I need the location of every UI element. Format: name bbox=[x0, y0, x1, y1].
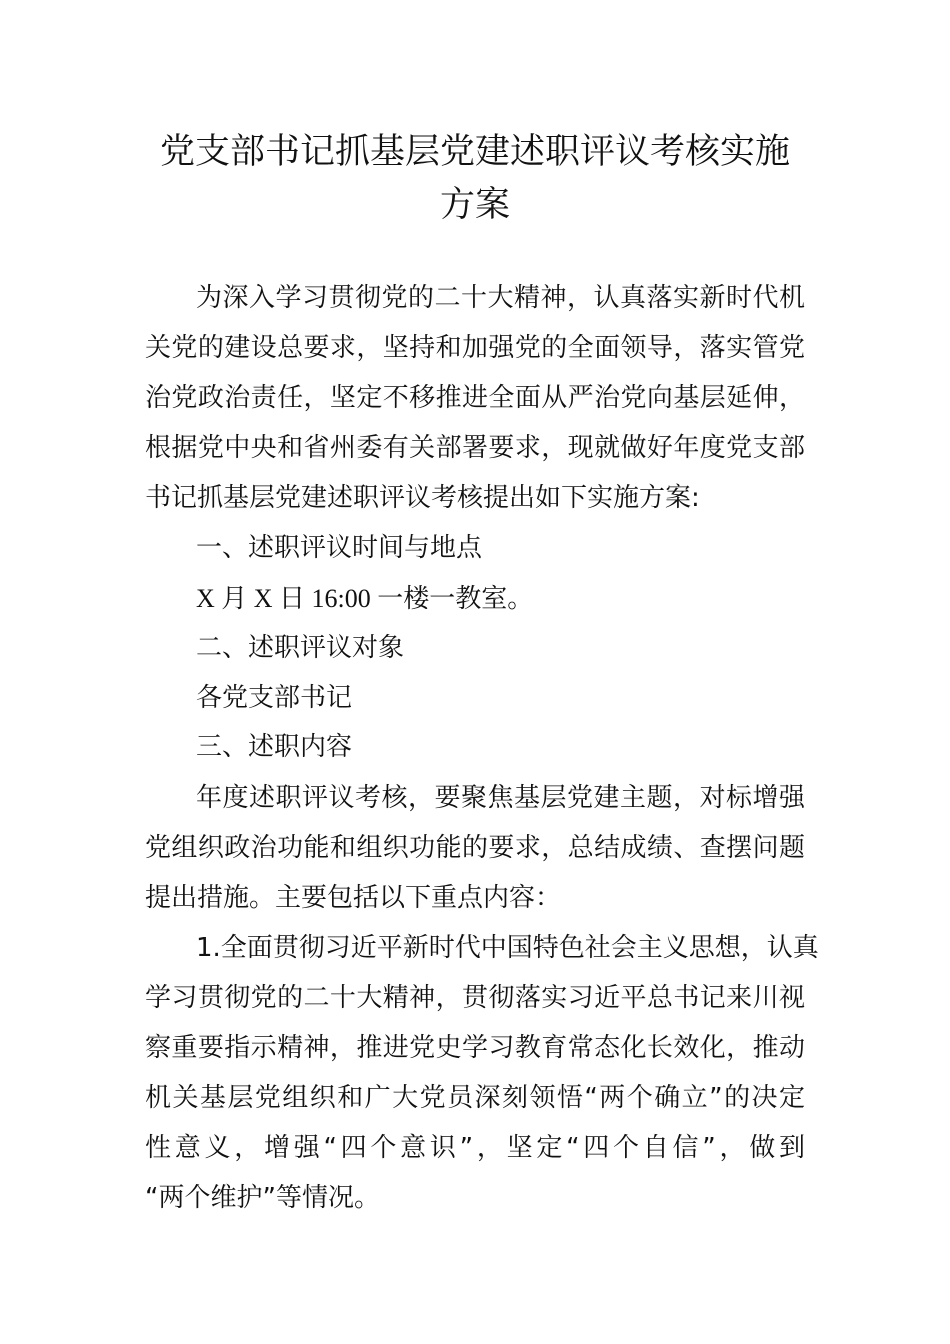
item-1-line-3: 察重要指示精神，推进党史学习教育常态化长效化，推动 bbox=[145, 1033, 805, 1063]
time-place-text: X 月 X 日 16:00 一楼一教室。 bbox=[196, 584, 534, 613]
paragraph-intro-line-3: 治党政治责任，坚定不移推进全面从严治党向基层延伸， bbox=[145, 383, 805, 413]
document-title-line-2: 方案 bbox=[439, 185, 510, 225]
item-1-line-1: 1.全面贯彻习近平新时代中国特色社会主义思想，认真 bbox=[196, 933, 819, 963]
item-1-line-2: 学习贯彻党的二十大精神，贯彻落实习近平总书记来川视 bbox=[145, 983, 805, 1013]
section-heading-content: 三、述职内容 bbox=[196, 732, 353, 762]
document-title-line-1: 党支部书记抓基层党建述职评议考核实施 bbox=[159, 132, 790, 172]
item-1-line-5: 性意义，增强“四个意识”，坚定“四个自信”，做到 bbox=[145, 1133, 805, 1163]
item-1-line-6: “两个维护”等情况。 bbox=[145, 1183, 380, 1213]
section-heading-subjects: 二、述职评议对象 bbox=[196, 633, 405, 663]
paragraph-intro-line-4: 根据党中央和省州委有关部署要求，现就做好年度党支部 bbox=[145, 433, 805, 463]
section-heading-time-place: 一、述职评议时间与地点 bbox=[196, 533, 483, 563]
item-1-line-4: 机关基层党组织和广大党员深刻领悟“两个确立”的决定 bbox=[145, 1083, 805, 1113]
paragraph-content-line-2: 党组织政治功能和组织功能的要求，总结成绩、查摆问题 bbox=[145, 833, 805, 863]
paragraph-content-line-3: 提出措施。主要包括以下重点内容： bbox=[145, 883, 562, 913]
paragraph-intro-line-1: 为深入学习贯彻党的二十大精神，认真落实新时代机 bbox=[196, 283, 805, 313]
paragraph-content-line-1: 年度述职评议考核，要聚焦基层党建主题，对标增强 bbox=[196, 783, 805, 813]
paragraph-intro-line-5: 书记抓基层党建述职评议考核提出如下实施方案: bbox=[145, 483, 700, 513]
paragraph-intro-line-2: 关党的建设总要求，坚持和加强党的全面领导，落实管党 bbox=[145, 333, 805, 363]
subjects-text: 各党支部书记 bbox=[196, 683, 353, 713]
